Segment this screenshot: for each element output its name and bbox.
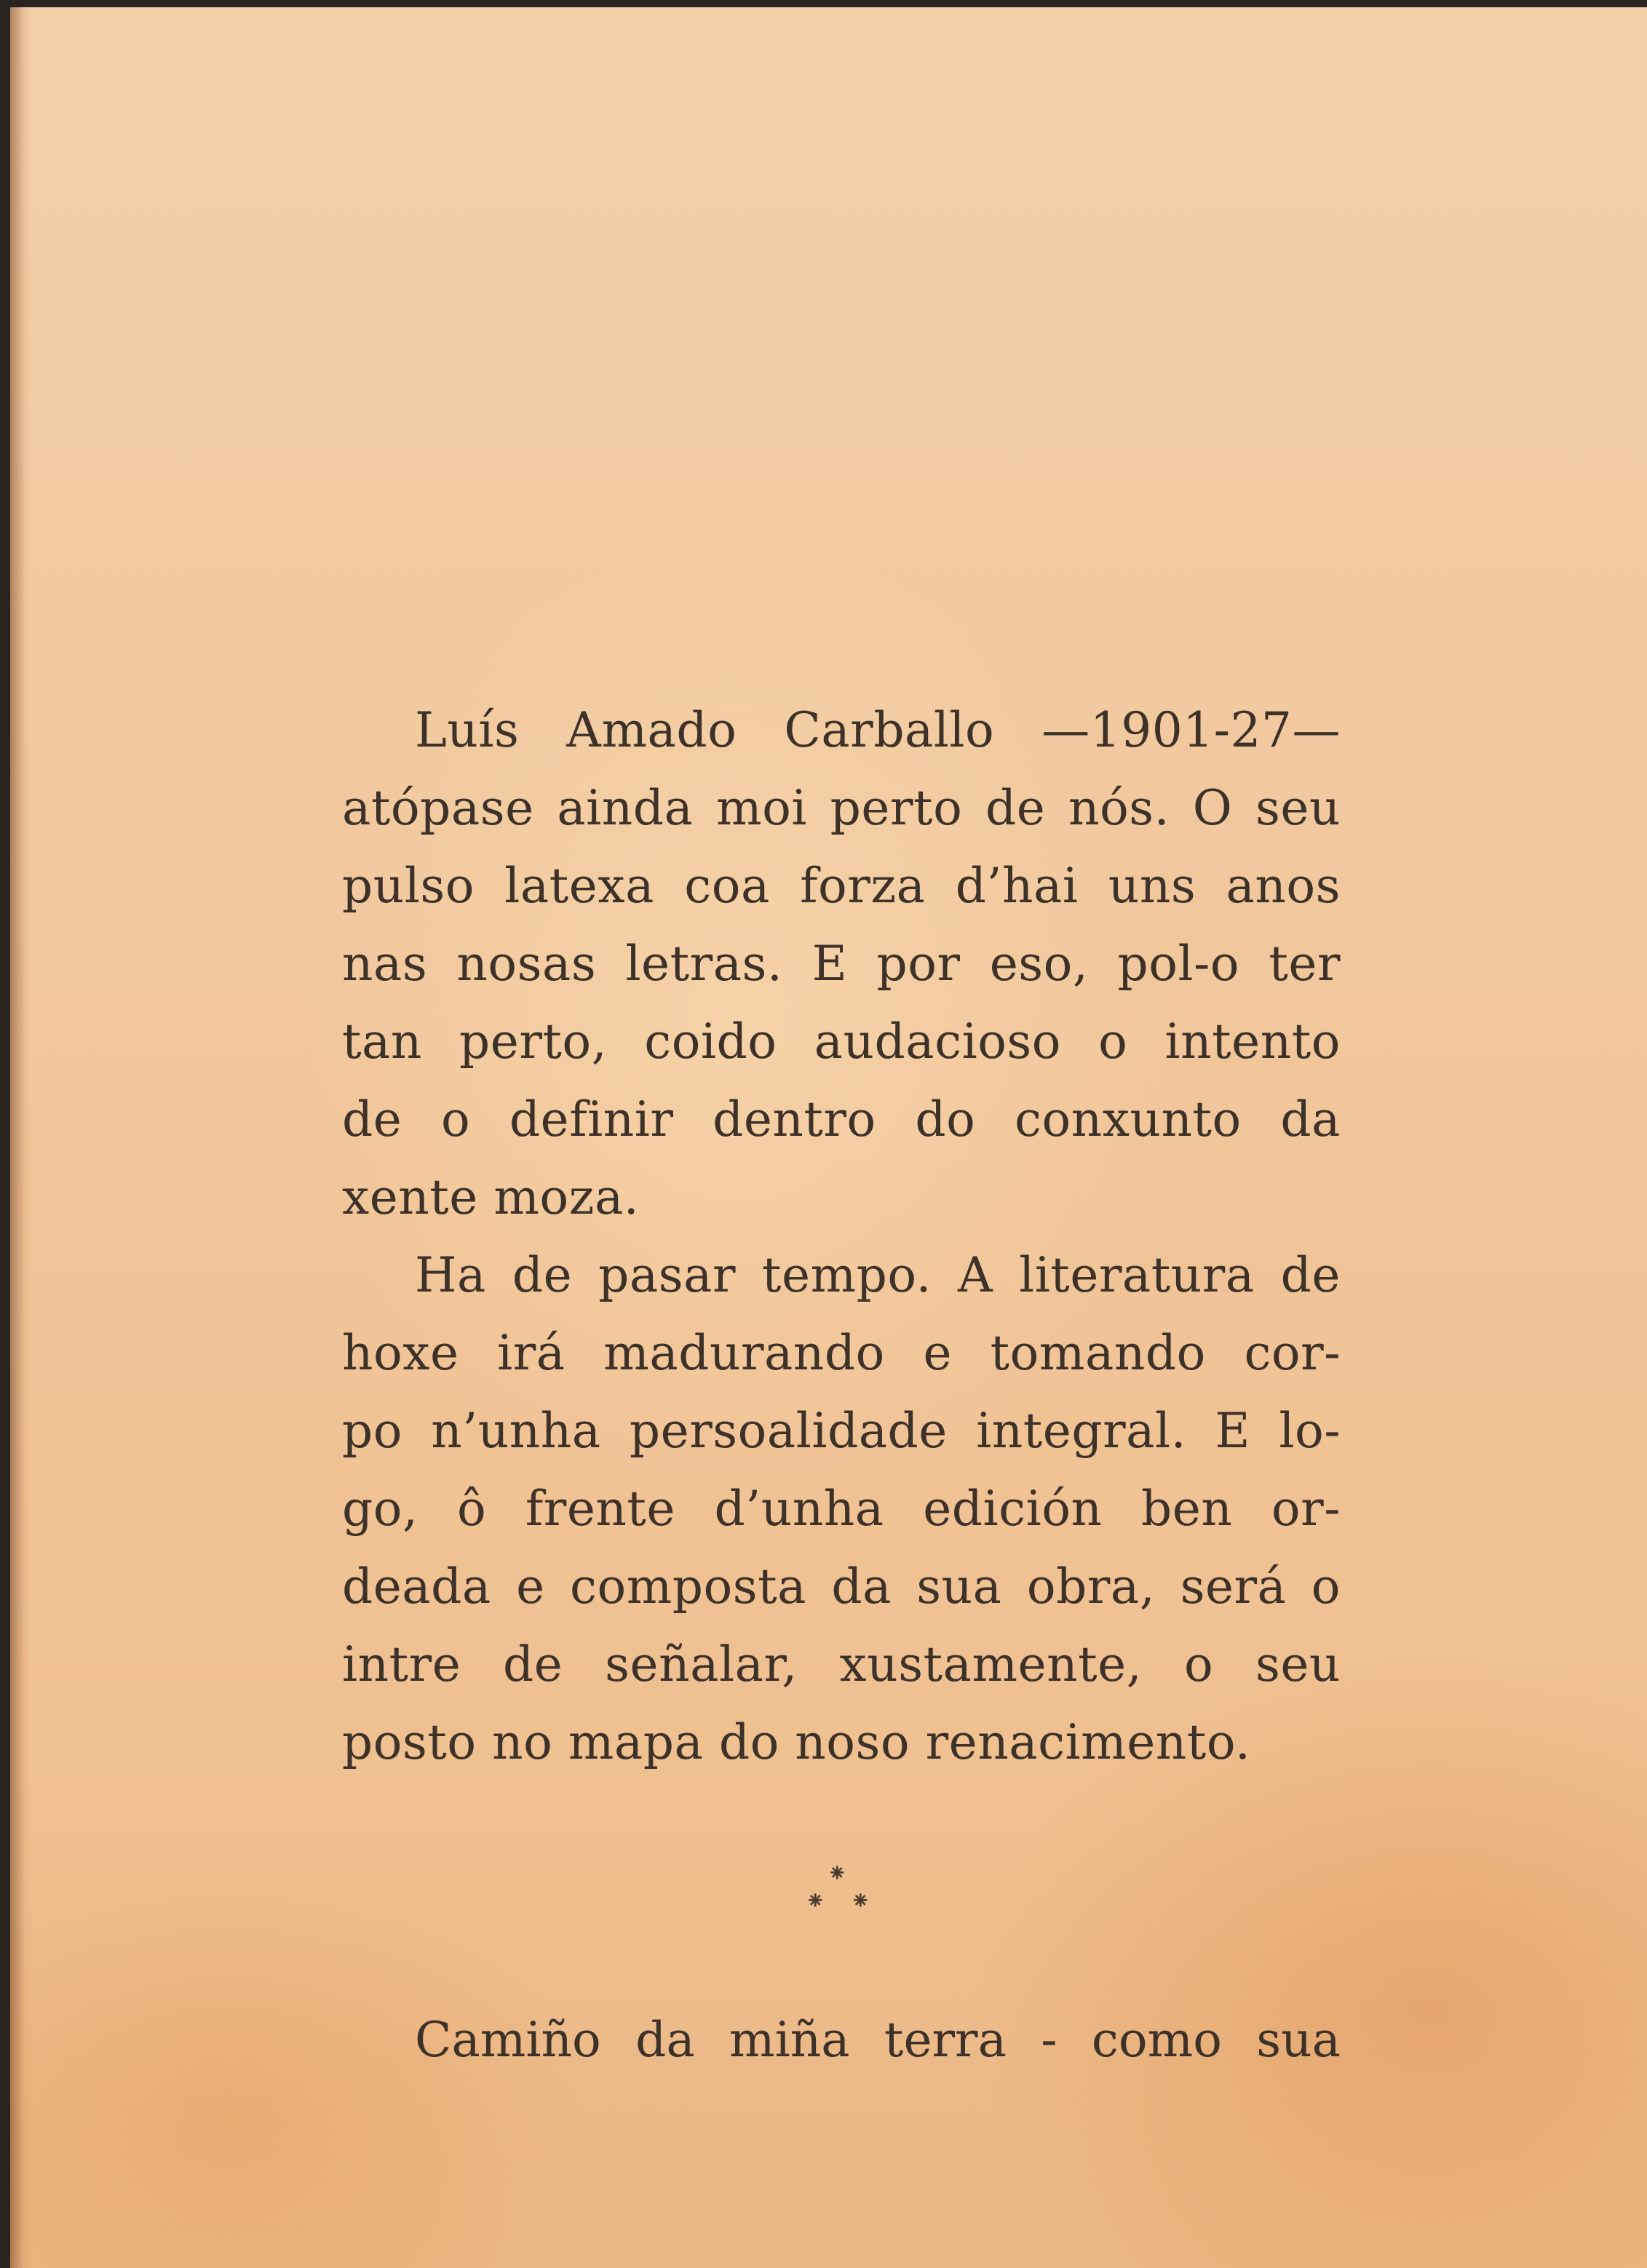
text-line: atópase ainda moi perto de nós. O seu	[342, 780, 1341, 836]
paragraph-1	[342, 691, 1341, 1236]
text-line: go, ô frente d’unha edición ben or-	[342, 1481, 1341, 1537]
asterism-ornament	[783, 1859, 900, 1917]
text-line: pulso latexa coa forza d’hai uns anos	[342, 858, 1341, 914]
text-line: tan perto, coido audacioso o intento	[342, 1014, 1341, 1070]
paragraph-2	[342, 1236, 1341, 1781]
text-line: xente moza.	[342, 1169, 640, 1225]
text-line: de o definir dentro do conxunto da	[342, 1091, 1341, 1147]
text-line: posto no mapa do noso renacimento.	[342, 1714, 1251, 1770]
text-line: intre de señalar, xustamente, o seu	[342, 1636, 1341, 1692]
asterism-left-star: ⁕	[805, 1887, 826, 1916]
body-text	[342, 691, 1341, 1781]
text-line: hoxe irá madurando e tomando cor-	[342, 1325, 1341, 1381]
page-binding-edge	[10, 7, 31, 2268]
text-line: Luís Amado Carballo —1901-27—	[415, 702, 1341, 758]
text-line: po n’unha persoalidade integral. E lo-	[342, 1403, 1341, 1459]
text-line: deada e composta da sua obra, será o	[342, 1559, 1341, 1615]
book-page	[10, 7, 1647, 2268]
asterism-top-star: ⁕	[827, 1859, 848, 1888]
asterism-right-star: ⁕	[850, 1887, 871, 1916]
closing-text-line: Camiño da miña terra - como sua	[415, 2012, 1341, 2068]
text-line: nas nosas letras. E por eso, pol-o ter	[342, 936, 1341, 992]
text-line: Ha de pasar tempo. A literatura de	[415, 1247, 1341, 1303]
